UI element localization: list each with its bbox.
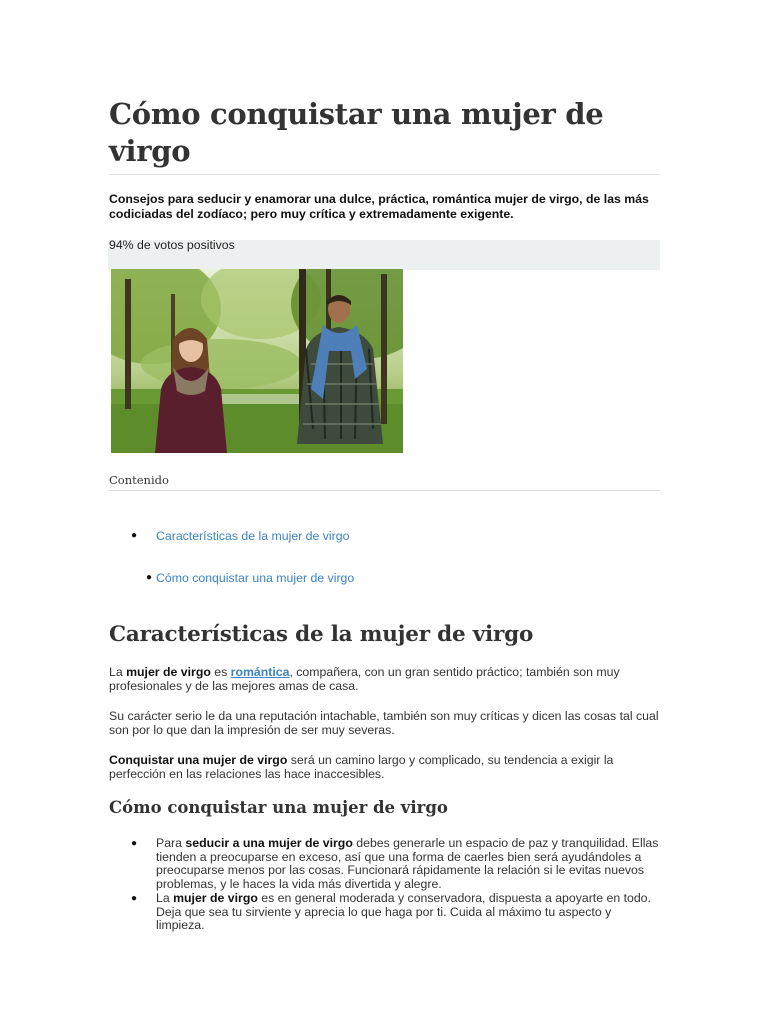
toc-bullet-1: ● xyxy=(131,530,138,541)
toc-link-como-conquistar[interactable]: Cómo conquistar una mujer de virgo xyxy=(156,571,355,585)
paragraph-3 xyxy=(109,753,660,781)
section-heading-caracteristicas: Características de la mujer de virgo xyxy=(109,622,534,647)
paragraph-1-bold-1: mujer de virgo xyxy=(126,665,211,679)
page-title: Cómo conquistar una mujer de virgo xyxy=(109,97,604,168)
list-item-2-text-1: La xyxy=(156,891,174,905)
toc-divider xyxy=(109,490,660,491)
list-bullet-1: ● xyxy=(131,838,138,849)
title-divider xyxy=(109,174,660,175)
list-item-1-bold: seducir a una mujer de virgo xyxy=(185,836,353,850)
votes-bar xyxy=(108,240,660,270)
list-item-2-bold: mujer de virgo xyxy=(173,891,258,905)
list-bullet-2: ● xyxy=(131,893,138,904)
paragraph-1-text-3: , compañera, con un gran sentido práctico; también son muy profesionales y de las mejores amas de casa. xyxy=(109,665,620,693)
paragraph-1 xyxy=(109,665,660,693)
toc-link-caracteristicas[interactable]: Características de la mujer de virgo xyxy=(156,529,350,543)
toc-label: Contenido xyxy=(109,473,169,487)
paragraph-1-text-1: La xyxy=(109,665,127,679)
votes-text: 94% de votos positivos xyxy=(109,238,235,252)
paragraph-1-text-2: es xyxy=(210,665,231,679)
paragraph-3-text-1: será un camino largo y complicado, su tendencia a exigir la perfección en las relaciones las hace inaccesibles. xyxy=(109,753,614,781)
article-lead: Consejos para seducir y enamorar una dulce, práctica, romántica mujer de virgo, de las más codiciadas del zodíaco; pero muy crítica y extremadamente exigente. xyxy=(109,192,649,221)
article-photo xyxy=(111,269,403,453)
couple-photo-image xyxy=(111,269,403,453)
list-item-1-text-2: debes generarle un espacio de paz y tranquilidad. Ellas tienden a preocuparse en exceso, así que una forma de caerles bien será ayudándoles a preocuparse menos por las cosas. Funcionará rápidamente la relación si le evitas nuevos problemas, y le haces la vida más divertida y alegre. xyxy=(156,836,659,891)
romantica-link[interactable]: romántica xyxy=(230,665,290,679)
toc-bullet-2: ● xyxy=(146,572,153,583)
list-item-1-text-1: Para xyxy=(156,836,186,850)
list-item-2-text-2: es en general moderada y conservadora, dispuesta a apoyarte en todo. Deja que sea tu sirviente y aprecia lo que haga por ti. Cuida al máximo tu aspecto y limpieza. xyxy=(156,891,651,932)
paragraph-2: Su carácter serio le da una reputación intachable, también son muy críticas y dicen las cosas tal cual son por lo que dan la impresión de ser muy severas. xyxy=(109,709,659,737)
paragraph-3-bold-1: Conquistar una mujer de virgo xyxy=(109,753,288,767)
list-item xyxy=(156,837,661,891)
section-heading-como-conquistar: Cómo conquistar una mujer de virgo xyxy=(109,798,448,817)
list-item xyxy=(156,892,661,933)
